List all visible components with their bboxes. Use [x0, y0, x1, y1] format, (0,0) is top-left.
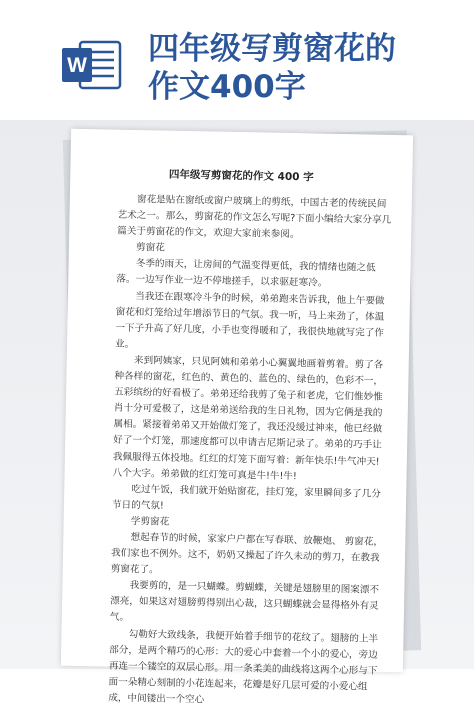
paragraph: 想起春节的时候，家家户户都在写春联、放鞭炮、 剪窗花，我们家也不例外。这不，奶奶又操起了许久未动的剪刀，在教我剪窗花了。 — [110, 531, 384, 576]
paragraph: 来到阿姨家，只见阿姨和弟弟小心翼翼地画着剪着。剪了各种各样的窗花，红色的、黄色的、蓝色的、绿色的，色彩不一，五彩缤纷的好看极了。弟弟还给我剪了兔子和老虎，它们惟妙惟肖十分可爱极了，这是弟弟送给我的生日礼物，因为它俩是我的属相。紧接着弟弟又开始做灯笼了，我还没缓过神来，他已经做好了一个灯笼，那速度都可以申请吉尼斯记录了。弟弟的巧手让我佩服得五体投地。红红的灯笼下面写着：新年快乐!牛气冲天!八个大字。弟弟做的红灯笼可真是牛!牛!牛! — [112, 354, 384, 482]
document-page — [61, 129, 413, 706]
title-line-1: 四年级写剪窗花的 — [148, 31, 396, 67]
document-body — [108, 192, 392, 712]
paragraph: 我要剪的，是一只蝴蝶。剪蝴蝶，关键是翅膀里的图案漂不漂亮，如果这对翅膀剪得别出心裁，这只蝴蝶就会显得格外有灵气。 — [109, 580, 380, 624]
logo-letter: W — [67, 54, 87, 77]
page-title — [148, 30, 468, 106]
section-heading: 剪窗花 — [135, 242, 165, 254]
paragraph: 当我还在跟寒冷斗争的时候，弟弟跑来告诉我，他上午要做窗花和灯笼给过年增添节日的气氛。我一听，马上来劲了，体温一下子升高了好几度，小手也变得暖和了，我很快地就写完了作业。 — [114, 290, 385, 350]
paragraph: 勾勒好大致线条，我便开始着手细节的花纹了。翅膀的上半部分，是两个精巧的心形：大的爱心中套着一个小的爱心，旁边再连一个镂空的双层心形。用一条柔美的曲线将这两个心形与下面一朵精心刻制的小花连起来，花瓣是好几层可爱的小爱心组成，中间镂出一个空心 — [108, 628, 379, 706]
title-line-2: 作文400字 — [148, 69, 306, 105]
document-title: 四年级写剪窗花的作文 400 字 — [168, 168, 314, 184]
paragraph: 窗花是贴在窗纸或窗户玻璃上的剪纸，中国古老的传统民间艺术之一。那么，剪窗花的作文怎么写呢?下面小编给大家分享几篇关于剪窗花的作文，欢迎大家前来参阅。 — [117, 194, 392, 241]
paragraph: 吃过午饭，我们就开始贴窗花，挂灯笼，家里瞬间多了几分节日的气氛! — [111, 483, 381, 512]
banner — [0, 0, 474, 120]
paragraph: 冬季的雨天，让房间的气温变得更低，我的情绪也随之低落。一边写作业一边不停地搓手，以求驱赶寒冷。 — [116, 258, 376, 290]
section-heading: 学剪窗花 — [130, 515, 170, 528]
word-document-icon — [60, 38, 122, 92]
